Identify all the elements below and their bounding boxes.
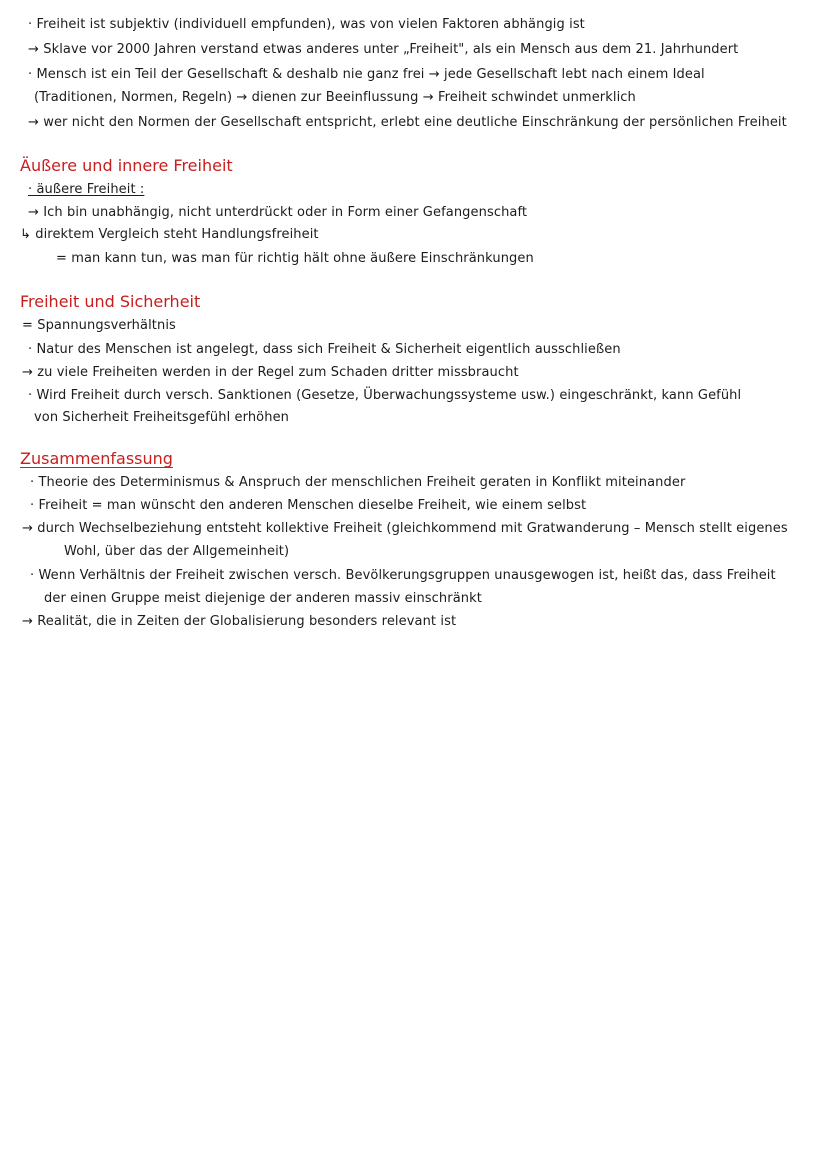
section3-line-3: → durch Wechselbeziehung entsteht kollektive Freiheit (gleichkommend mit Gratwanderung – Mensch stellt eigenes xyxy=(22,521,788,536)
section-heading-freedom-security: Freiheit und Sicherheit xyxy=(20,292,201,311)
section3-line-5: · Wenn Verhältnis der Freiheit zwischen versch. Bevölkerungsgruppen unausgewogen ist, heißt das, dass Freiheit xyxy=(30,568,776,583)
section2-line-3: → zu viele Freiheiten werden in der Regel zum Schaden dritter missbraucht xyxy=(22,365,519,380)
section2-line-5: von Sicherheit Freiheitsgefühl erhöhen xyxy=(34,410,290,425)
section3-line-2: · Freiheit = man wünscht den anderen Menschen dieselbe Freiheit, wie einem selbst xyxy=(30,498,587,513)
section-heading-summary: Zusammenfassung xyxy=(20,449,173,468)
intro-line-3: · Mensch ist ein Teil der Gesellschaft & deshalb nie ganz frei → jede Gesellschaft lebt nach einem Ideal xyxy=(28,67,705,82)
intro-line-5: → wer nicht den Normen der Gesellschaft entspricht, erlebt eine deutliche Einschränkung der persönlichen Freiheit xyxy=(28,115,787,130)
intro-line-1: · Freiheit ist subjektiv (individuell empfunden), was von vielen Faktoren abhängig ist xyxy=(28,17,585,32)
section2-line-4: · Wird Freiheit durch versch. Sanktionen (Gesetze, Überwachungssysteme usw.) eingeschränkt, kann Gefühl xyxy=(28,388,742,403)
intro-line-2: → Sklave vor 2000 Jahren verstand etwas anderes unter „Freiheit", als ein Mensch aus dem 21. Jahrhundert xyxy=(28,42,739,57)
section3-line-4: Wohl, über das der Allgemeinheit) xyxy=(64,544,290,559)
section2-line-1: = Spannungsverhältnis xyxy=(22,318,176,333)
section3-line-6: der einen Gruppe meist diejenige der anderen massiv einschränkt xyxy=(44,591,482,606)
section2-line-2: · Natur des Menschen ist angelegt, dass sich Freiheit & Sicherheit eigentlich ausschließen xyxy=(28,342,621,357)
section1-line-1: → Ich bin unabhängig, nicht unterdrückt oder in Form einer Gefangenschaft xyxy=(28,205,528,220)
section3-line-7: → Realität, die in Zeiten der Globalisierung besonders relevant ist xyxy=(22,614,457,629)
subheading-outer-freedom: · äußere Freiheit : xyxy=(28,182,145,197)
intro-line-4: (Traditionen, Normen, Regeln) → dienen zur Beeinflussung → Freiheit schwindet unmerklich xyxy=(34,90,636,105)
section1-line-2: ↳ direktem Vergleich steht Handlungsfreiheit xyxy=(20,227,319,242)
section3-line-1: · Theorie des Determinismus & Anspruch der menschlichen Freiheit geraten in Konflikt miteinander xyxy=(30,475,686,490)
section1-line-3: = man kann tun, was man für richtig hält ohne äußere Einschränkungen xyxy=(56,251,534,266)
section-heading-outer-inner-freedom: Äußere und innere Freiheit xyxy=(20,156,233,175)
